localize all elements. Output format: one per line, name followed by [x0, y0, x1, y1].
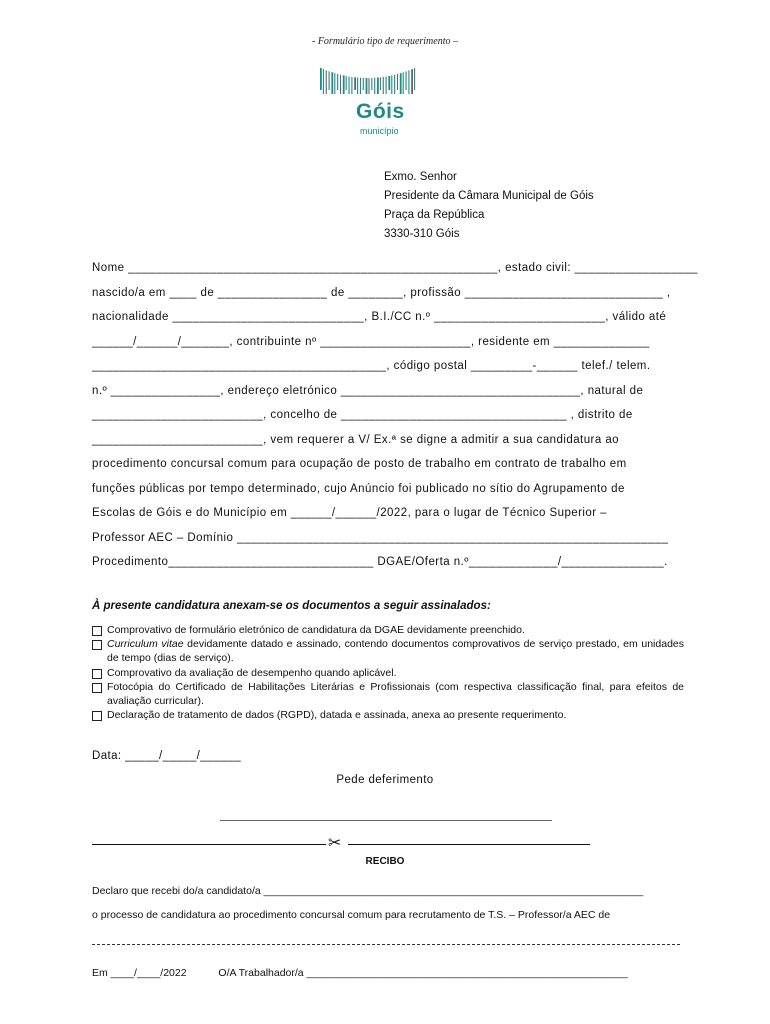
- receipt-line-declaration[interactable]: Declaro que recebi do/a candidato/a _________________________________________________________________: [92, 885, 644, 897]
- document-checkbox[interactable]: [92, 683, 102, 693]
- logo-bar: [403, 72, 404, 94]
- documents-title: À presente candidatura anexam-se os documentos a seguir assinalados:: [92, 600, 491, 612]
- logo-bar: [411, 69, 413, 94]
- form-line-request[interactable]: _________________________, vem requerer a V/ Ex.ª se digne a admitir a sua candidatura ao: [92, 434, 620, 446]
- address-line: Presidente da Câmara Municipal de Góis: [384, 190, 594, 202]
- logo-bar: [408, 70, 409, 94]
- logo-bar: [326, 70, 327, 94]
- logo-bar: [391, 75, 392, 94]
- gois-municipality-logo: [318, 66, 418, 138]
- logo-bar: [323, 69, 324, 94]
- logo-bar: [363, 78, 364, 90]
- logo-bar: [374, 78, 375, 94]
- form-line-nationality[interactable]: nacionalidade ____________________________, B.I./CC n.º _________________________, válido até: [92, 311, 667, 323]
- logo-bar: [380, 77, 381, 90]
- logo-bar: [360, 78, 361, 94]
- receipt-blank-line[interactable]: [92, 944, 680, 945]
- date-field[interactable]: Data: _____/_____/______: [92, 750, 242, 762]
- form-line-name[interactable]: Nome ______________________________________________________, estado civil: __________________: [92, 262, 698, 274]
- cut-line-left: [92, 844, 326, 845]
- form-line-postal-code[interactable]: ___________________________________________, código postal _________-______ telef./ telem.: [92, 360, 651, 372]
- receipt-title: RECIBO: [365, 856, 405, 867]
- form-line-procedure: procedimento concursal comum para ocupação de posto de trabalho em contrato de trabalho em: [92, 458, 627, 470]
- document-checkbox[interactable]: [92, 711, 102, 721]
- document-checkbox[interactable]: [92, 669, 102, 679]
- document-item: [92, 623, 684, 637]
- logo-bar: [346, 76, 347, 90]
- logo-bar: [406, 71, 407, 90]
- cut-line-right: [348, 844, 590, 845]
- form-line-municipality[interactable]: _________________________, concelho de _________________________________ , distrito de: [92, 409, 633, 421]
- logo-bar: [371, 78, 372, 90]
- logo-bar: [329, 71, 330, 90]
- logo-bar: [397, 74, 398, 90]
- logo-bar: [357, 78, 358, 94]
- receipt-line-process: o processo de candidatura ao procedimento concursal comum para recrutamento de T.S. – Professor/a AEC de: [92, 909, 611, 921]
- document-item: [92, 708, 684, 722]
- logo-bar: [377, 78, 379, 94]
- document-text: Comprovativo da avaliação de desempenho quando aplicável.: [107, 666, 397, 679]
- logo-bar: [386, 76, 387, 94]
- address-line: Exmo. Senhor: [384, 171, 457, 183]
- logo-bar: [331, 72, 333, 94]
- pede-deferimento: Pede deferimento: [336, 774, 434, 786]
- receipt-worker-signature[interactable]: O/A Trabalhador/a _______________________________________________________: [218, 967, 628, 979]
- form-type-note: - Formulário tipo de requerimento –: [311, 36, 458, 47]
- logo-bar: [388, 76, 390, 90]
- logo-bar: [337, 74, 338, 90]
- document-item: [92, 680, 684, 708]
- logo-subtitle: município: [360, 126, 399, 136]
- form-line-offer[interactable]: Procedimento______________________________ DGAE/Oferta n.º_____________/_______________.: [92, 556, 668, 568]
- logo-name: Góis: [356, 100, 405, 123]
- form-line-taxpayer[interactable]: ______/______/_______, contribuinte nº ______________________, residente em ______________: [92, 336, 650, 348]
- document-checkbox[interactable]: [92, 626, 102, 636]
- logo-bar: [383, 77, 384, 94]
- recipient-address: [384, 168, 594, 244]
- document-text: Declaração de tratamento de dados (RGPD), datada e assinada, anexa ao presente requerimento.: [107, 709, 567, 722]
- logo-bar: [366, 78, 368, 94]
- document-text: devidamente datado e assinado, contendo documentos comprovativos de serviço prestado, em unidades de tempo (dias de serviço).: [107, 638, 684, 665]
- document-item: [92, 637, 684, 665]
- form-line-birth[interactable]: nascido/a em ____ de ________________ de ________, profissão _____________________________ ,: [92, 287, 671, 299]
- logo-bar: [343, 75, 345, 94]
- logo-bar: [334, 73, 335, 94]
- address-line: Praça da República: [384, 209, 485, 221]
- form-line-domain[interactable]: Professor AEC – Domínio _______________________________________________________________: [92, 532, 669, 544]
- address-line: 3330-310 Góis: [384, 228, 460, 240]
- scissors-icon: ✂: [328, 833, 342, 852]
- signature-line[interactable]: [220, 820, 552, 821]
- logo-bar: [354, 77, 356, 90]
- logo-bar: [368, 78, 369, 94]
- logo-bar: [320, 68, 322, 90]
- logo-bar: [414, 68, 415, 90]
- document-item: [92, 666, 684, 680]
- documents-list: [92, 623, 684, 722]
- document-emphasis: Curriculum vitae: [107, 638, 184, 651]
- receipt-line-footer: [92, 967, 680, 979]
- logo-bar: [349, 76, 350, 94]
- receipt-date[interactable]: Em ____/____/2022: [92, 967, 187, 979]
- logo-bar: [394, 75, 395, 94]
- form-line-functions: funções públicas por tempo determinado, cujo Anúncio foi publicado no sítio do Agrupamento de: [92, 483, 625, 495]
- document-text: Comprovativo de formulário eletrónico de candidatura da DGAE devidamente preenchido.: [107, 624, 525, 636]
- logo-bar: [400, 73, 402, 94]
- logo-bars-icon: [318, 66, 418, 96]
- logo-bar: [340, 75, 341, 94]
- form-line-date-position[interactable]: Escolas de Góis e do Município em ______/______/2022, para o lugar de Técnico Superior –: [92, 507, 608, 519]
- logo-bar: [351, 77, 352, 94]
- document-checkbox[interactable]: [92, 640, 102, 650]
- document-text: Fotocópia do Certificado de Habilitações Literárias e Profissionais (com respectiva classificação final, para efeitos de avaliação curricular).: [107, 680, 684, 708]
- form-line-email[interactable]: n.º ________________, endereço eletrónico ___________________________________, natural de: [92, 385, 644, 397]
